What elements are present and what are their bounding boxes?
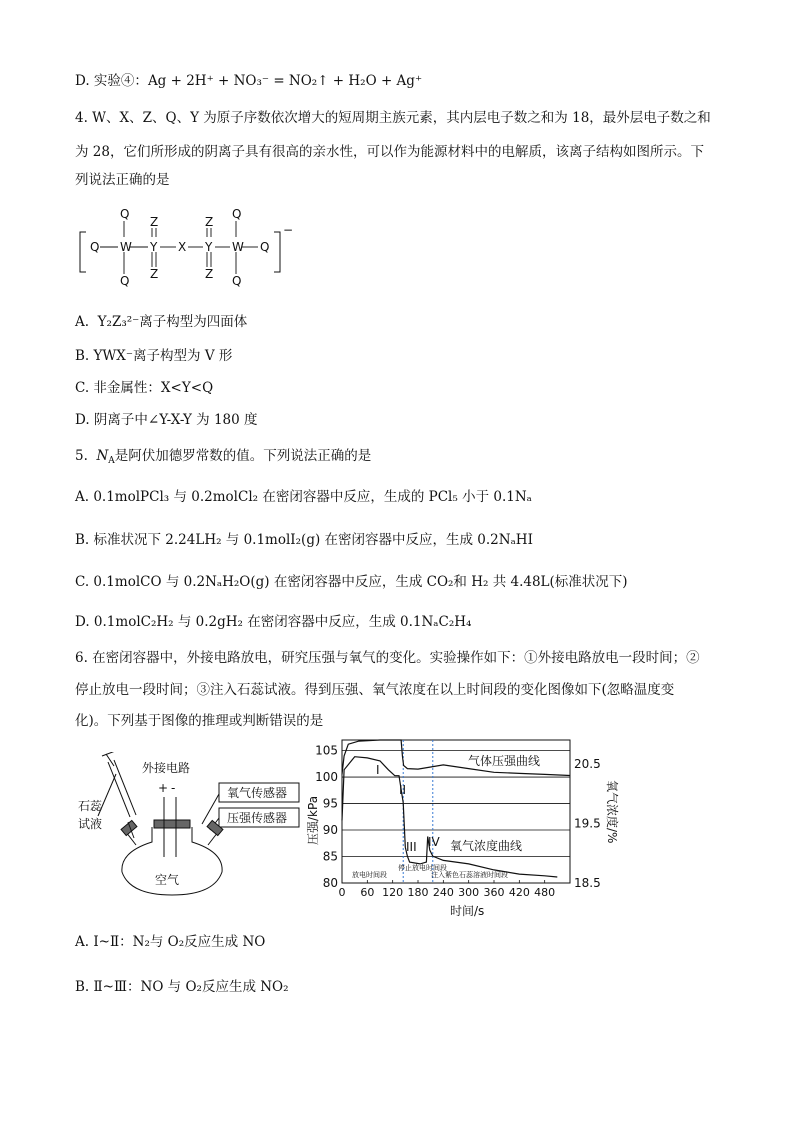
annotation-ii: II bbox=[399, 783, 407, 797]
y2-tick-label: 20.5 bbox=[574, 756, 601, 771]
q4-option-a-text: 离子构型为四面体 bbox=[139, 314, 248, 330]
litmus-label-1: 石蕊 bbox=[78, 799, 103, 813]
q5-number: 5. bbox=[75, 448, 88, 464]
y-tick-label: 80 bbox=[322, 876, 338, 890]
q4-option-a bbox=[75, 312, 247, 332]
x-tick-label: 0 bbox=[338, 886, 346, 899]
structure-q-bottom-right: Q bbox=[232, 274, 242, 288]
q4-option-b: B. YWX⁻离子构型为 V 形 bbox=[75, 348, 233, 364]
structure-w-left: W bbox=[120, 240, 132, 254]
y-tick-label: 100 bbox=[315, 770, 338, 785]
structure-q-bottom-left: Q bbox=[120, 274, 130, 288]
y-axis-label: 压强/kPa bbox=[306, 795, 320, 845]
air-label: 空气 bbox=[155, 873, 180, 887]
x-tick-label: 180 bbox=[407, 886, 429, 899]
q6-stem-line3: 化)。下列基于图像的推理或判断错误的是 bbox=[75, 713, 324, 729]
pressure-oxygen-chart bbox=[300, 735, 620, 920]
litmus-label-2: 试液 bbox=[78, 817, 103, 831]
x-axis-label: 时间/s bbox=[450, 904, 485, 918]
structure-y-left: Y bbox=[150, 240, 158, 254]
q5-option-c: C. 0.1molCO 与 0.2NₐH₂O(g) 在密闭容器中反应，生成 CO₂和 H₂ 共 4.48L(标准状况下) bbox=[75, 574, 628, 590]
plus-sign: + bbox=[158, 781, 169, 795]
x-tick-label: 420 bbox=[508, 886, 530, 899]
structure-x-center: X bbox=[178, 240, 187, 254]
x-tick-label: 300 bbox=[458, 886, 480, 899]
y2-tick-label: 18.5 bbox=[574, 876, 601, 890]
anion-structure-diagram bbox=[70, 200, 310, 300]
x-tick-label: 240 bbox=[432, 886, 454, 899]
oxygen-curve-label: 氧气浓度曲线 bbox=[450, 839, 523, 853]
q6-stem-line1: 6. 在密闭容器中，外接电路放电，研究压强与氧气的变化。实验操作如下：①外接电路放电一段时间；② bbox=[75, 650, 700, 666]
structure-y-right: Y bbox=[205, 240, 213, 254]
q6-option-a: A. Ⅰ~Ⅱ：N₂与 O₂反应生成 NO bbox=[75, 934, 266, 950]
structure-q-left: Q bbox=[90, 240, 100, 254]
pressure-curve-label: 气体压强曲线 bbox=[468, 754, 541, 768]
q4-stem-line2: 为 28，它们所形成的阴离子具有很高的亲水性，可以作为能源材料中的电解质，该离子结构如图所示。下 bbox=[75, 144, 704, 160]
q5-option-a: A. 0.1molPCl₃ 与 0.2molCl₂ 在密闭容器中反应，生成的 PCl₅ 小于 0.1Nₐ bbox=[75, 489, 532, 505]
x-tick-label: 480 bbox=[534, 886, 556, 899]
circuit-label: 外接电路 bbox=[142, 761, 191, 775]
pressure-sensor-label: 压强传感器 bbox=[227, 811, 288, 825]
apparatus-diagram bbox=[72, 752, 312, 897]
q6-stem-line2: 停止放电一段时间；③注入石蕊试液。得到压强、氧气浓度在以上时间段的变化图像如下(忽略温度变 bbox=[75, 682, 675, 698]
structure-z-bottom-left: Z bbox=[150, 267, 159, 281]
y2-axis-ticks bbox=[574, 757, 601, 890]
y-tick-label: 85 bbox=[322, 849, 338, 864]
q4-option-c: C. 非金属性：X<Y<Q bbox=[75, 380, 214, 396]
y2-tick-label: 19.5 bbox=[574, 816, 601, 831]
structure-z-top-right: Z bbox=[205, 215, 214, 229]
y-tick-label: 95 bbox=[322, 796, 338, 811]
y-tick-label: 90 bbox=[322, 823, 338, 838]
q6-option-b: B. Ⅱ~Ⅲ：NO 与 O₂反应生成 NO₂ bbox=[75, 979, 289, 995]
q5-stem-text: 是阿伏加德罗常数的值。下列说法正确的是 bbox=[114, 448, 372, 464]
annotation-i: I bbox=[376, 763, 380, 777]
q4-stem-line3: 列说法正确的是 bbox=[75, 172, 170, 188]
vertical-markers bbox=[403, 740, 433, 883]
structure-q-top-left: Q bbox=[120, 207, 130, 221]
x-tick-label: 360 bbox=[483, 886, 505, 899]
minus-sign: - bbox=[171, 781, 176, 795]
o2-sensor-label: 氧气传感器 bbox=[227, 786, 288, 800]
annotation-iv: IV bbox=[428, 835, 440, 849]
segment-label-inject: 注入紫色石蕊溶液时间段 bbox=[431, 871, 508, 879]
q4-option-a-formula: Y₂Z₃²⁻ bbox=[97, 314, 140, 330]
y-tick-label: 105 bbox=[315, 743, 338, 758]
structure-charge: − bbox=[283, 223, 294, 237]
q3-option-d bbox=[75, 71, 422, 91]
segment-label-stop: 停止放电时间段 bbox=[398, 864, 447, 872]
q5-option-d: D. 0.1molC₂H₂ 与 0.2gH₂ 在密闭容器中反应，生成 0.1NₐC₂H₄ bbox=[75, 614, 472, 630]
q3-option-d-equation: Ag + 2H⁺ + NO₃⁻ = NO₂↑ + H₂O + Ag⁺ bbox=[147, 73, 423, 89]
q4-option-d: D. 阴离子中∠Y-X-Y 为 180 度 bbox=[75, 412, 258, 428]
q4-stem-line1: 4. W、X、Z、Q、Y 为原子序数依次增大的短周期主族元素，其内层电子数之和为 18，最外层电子数之和 bbox=[75, 110, 711, 126]
structure-z-top-left: Z bbox=[150, 215, 159, 229]
annotation-iii: III bbox=[406, 840, 417, 854]
structure-z-bottom-right: Z bbox=[205, 267, 214, 281]
q3-option-d-label: D. 实验④： bbox=[75, 73, 148, 89]
oxygen-curve-line bbox=[342, 757, 557, 877]
q4-option-a-prefix: A. bbox=[75, 314, 90, 330]
x-tick-label: 60 bbox=[360, 886, 375, 899]
structure-w-right: W bbox=[232, 240, 244, 254]
y2-axis-label: 氧气浓度/% bbox=[605, 780, 619, 844]
structure-q-right: Q bbox=[260, 240, 270, 254]
q5-na-symbol: N bbox=[96, 448, 109, 464]
structure-q-top-right: Q bbox=[232, 207, 242, 221]
x-tick-label: 120 bbox=[382, 886, 404, 899]
q5-option-b: B. 标准状况下 2.24LH₂ 与 0.1molI₂(g) 在密闭容器中反应，生成 0.2NₐHI bbox=[75, 532, 533, 548]
q5-stem bbox=[75, 446, 371, 471]
segment-label-discharge: 放电时间段 bbox=[352, 871, 387, 879]
q5-na-subscript: A bbox=[108, 456, 115, 466]
